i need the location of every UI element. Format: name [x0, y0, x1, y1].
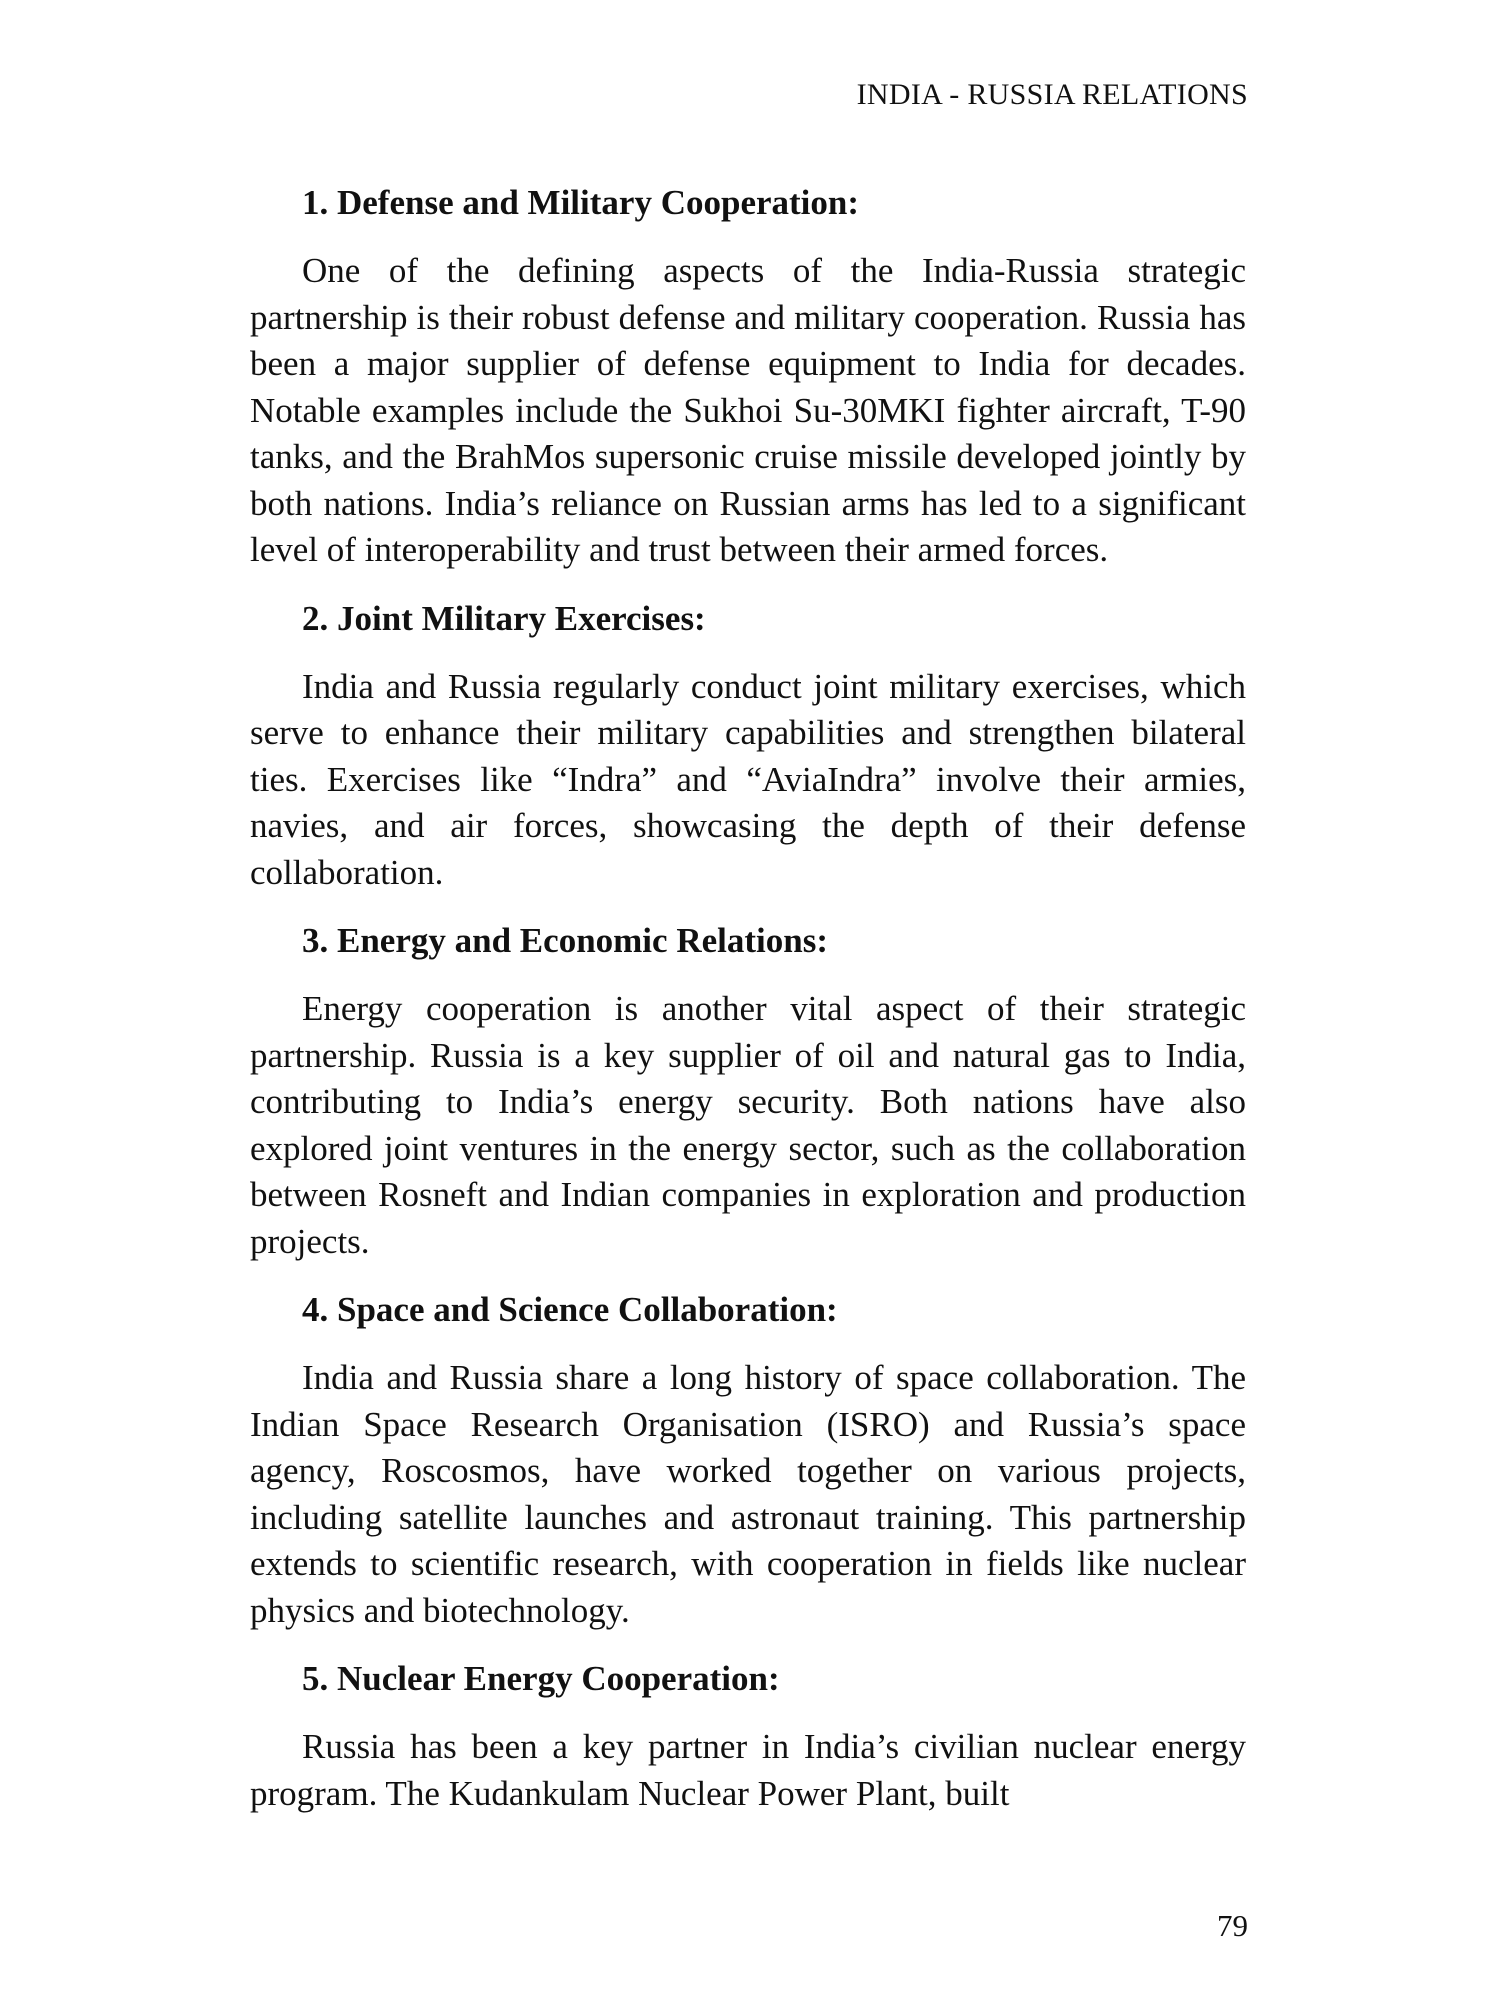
section-body-defense: One of the defining aspects of the India-Russia strategic partnership is their robust defense and military cooperation. Russia has been a major supplier of defense equipment to India for decades. Notable examples include the Sukhoi Su-30MKI fighter aircraft, T-90 tanks, and the BrahMos supersonic cruise missile developed jointly by both nations. India’s reliance on Russian arms has led to a significant level of interoperability and trust between their armed forces. [250, 251, 1246, 569]
section-body-space: India and Russia share a long history of space collaboration. The Indian Space Research Organisation (ISRO) and Russia’s space agency, Roscosmos, have worked together on various projects, including satellite launches and astronaut training. This partnership extends to scientific research, with cooperation in fields like nuclear physics and biotechnology. [250, 1358, 1246, 1630]
running-header: INDIA - RUSSIA RELATIONS [856, 78, 1248, 111]
section-body-exercises: India and Russia regularly conduct joint military exercises, which serve to enhance their military capabilities and strengthen bilateral ties. Exercises like “Indra” and “AviaIndra” involve their armies, navies, and air forces, showcasing the depth of their defense collaboration. [250, 666, 1246, 892]
section-body-energy: Energy cooperation is another vital aspect of their strategic partnership. Russia is a key supplier of oil and natural gas to India, contributing to India’s energy security. Both nations have also explored joint ventures in the energy sector, such as the collaboration between Rosneft and Indian companies in exploration and production projects. [250, 989, 1246, 1261]
section-heading-exercises: 2. Joint Military Exercises: [302, 598, 706, 638]
section-heading-nuclear: 5. Nuclear Energy Cooperation: [302, 1659, 780, 1698]
section-heading-energy: 3. Energy and Economic Relations: [302, 921, 828, 960]
section-body-nuclear: Russia has been a key partner in India’s civilian nuclear energy program. The Kudankulam Nuclear Power Plant, built [250, 1727, 1246, 1813]
page-content [250, 180, 1246, 1817]
section-heading-defense: 1. Defense and Military Cooperation: [302, 183, 860, 222]
section-heading-space: 4. Space and Science Collaboration: [302, 1290, 838, 1329]
page-number: 79 [1217, 1908, 1248, 1943]
